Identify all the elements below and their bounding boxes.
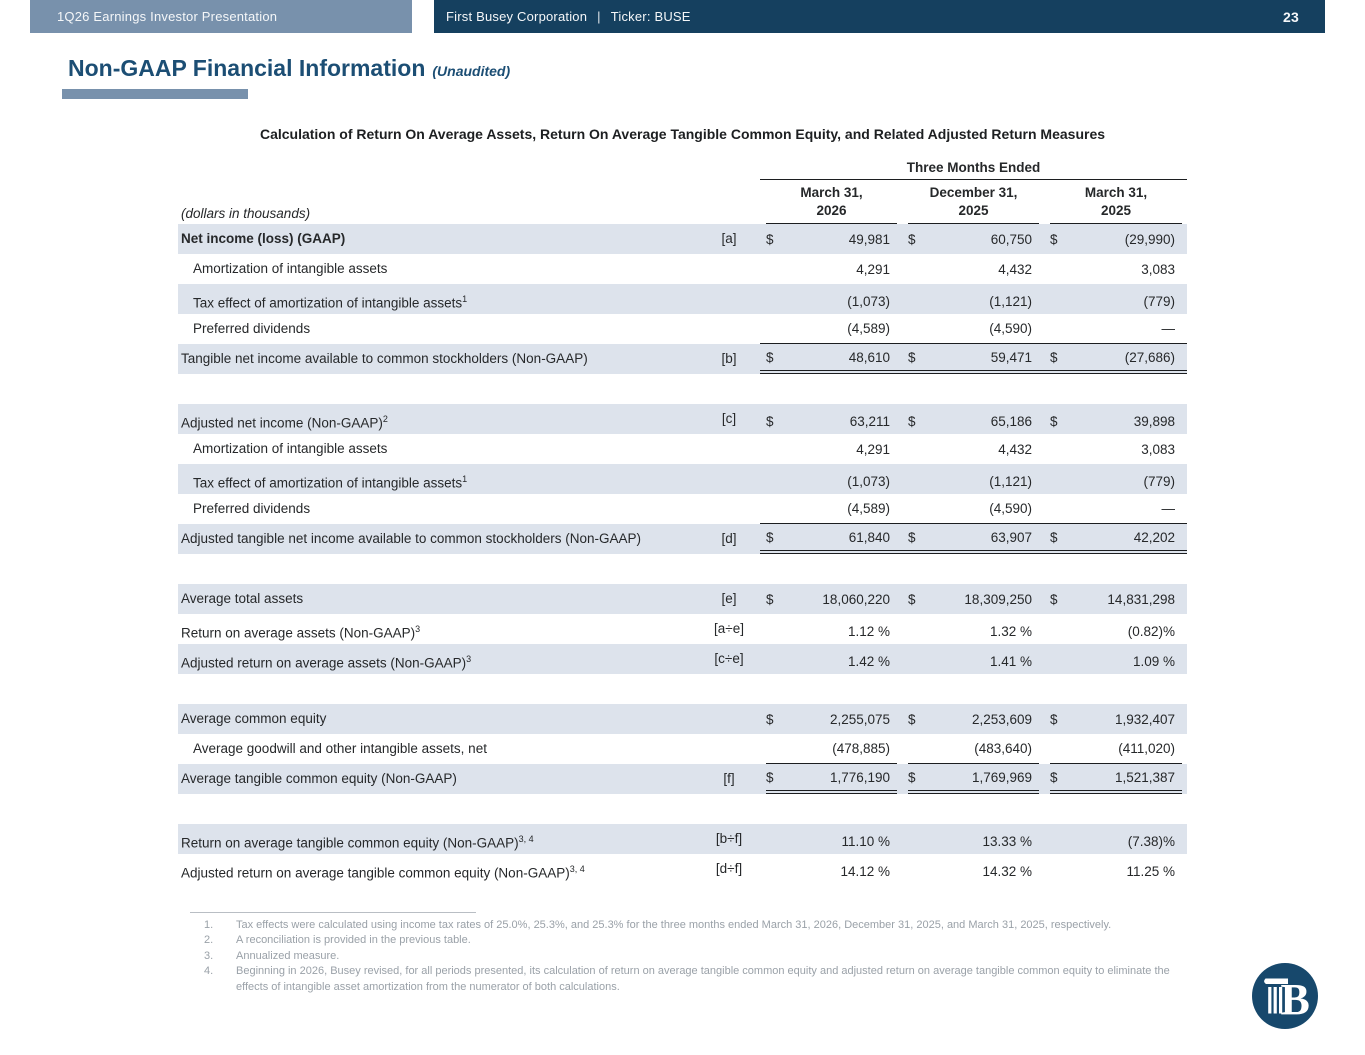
value-cell-content	[908, 314, 1039, 343]
row-ref	[698, 704, 760, 734]
row-ref: [d÷f]	[715, 861, 743, 877]
currency-symbol: $	[766, 349, 774, 365]
value-cell-content	[908, 344, 1039, 370]
value-cell	[1044, 584, 1187, 614]
table-row	[178, 704, 1187, 734]
currency-symbol: $	[1050, 591, 1058, 607]
currency-symbol: $	[908, 711, 916, 727]
value-cell	[760, 314, 902, 344]
currency-symbol: $	[1050, 231, 1058, 247]
row-label-text: Average total assets	[181, 591, 304, 607]
row-label	[178, 344, 698, 374]
company-header-bar	[434, 0, 1325, 33]
footnotes	[190, 912, 1185, 995]
value-cell-content	[1050, 314, 1182, 343]
row-label-text: Average goodwill and other intangible assets, net	[193, 741, 487, 757]
footnote-number: 2.	[204, 934, 214, 947]
row-ref	[698, 314, 760, 344]
table-row	[178, 254, 1187, 284]
footnote-text: Beginning in 2026, Busey revised, for all periods presented, its calculation of return on average tangible common equity and adjusted return on average tangible common equity to eliminate the effects of intangible asset amortization from the numerator of both calculations.	[236, 965, 1170, 993]
row-label-text: Preferred dividends	[193, 501, 311, 517]
table-row	[178, 644, 1187, 674]
value-cell	[760, 734, 902, 764]
value-cell	[1044, 764, 1187, 794]
financial-table	[178, 160, 1187, 884]
value-cell-content	[766, 434, 897, 464]
cell-value: 11.25 %	[1126, 863, 1175, 879]
currency-symbol: $	[766, 413, 774, 429]
cell-value: (1,121)	[989, 293, 1032, 309]
value-cell-content	[908, 764, 1039, 794]
row-ref: [e]	[721, 591, 737, 607]
row-label-text: Net income (loss) (GAAP)	[181, 231, 346, 247]
currency-symbol: $	[1050, 711, 1058, 727]
value-cell	[902, 314, 1044, 344]
row-ref	[698, 494, 760, 524]
row-label	[178, 314, 698, 344]
value-cell-content	[908, 854, 1039, 889]
value-cell	[902, 524, 1044, 554]
row-label-text: Average tangible common equity (Non-GAAP)	[181, 771, 457, 787]
value-cell	[1044, 494, 1187, 524]
page-title-text: Non-GAAP Financial Information	[68, 55, 426, 81]
value-cell-content	[766, 344, 897, 370]
cell-value: 39,898	[1133, 413, 1175, 429]
footnote-marker: 1	[462, 474, 468, 485]
column-header-year: 2025	[958, 202, 989, 218]
row-ref: [c]	[721, 411, 737, 427]
footnote-text: A reconciliation is provided in the previous table.	[236, 934, 471, 947]
column-header-2	[902, 184, 1044, 224]
value-cell-content	[766, 524, 897, 550]
value-cell-content	[1050, 224, 1182, 254]
cell-value: 60,750	[990, 231, 1032, 247]
value-cell	[902, 254, 1044, 284]
table-body	[178, 224, 1187, 884]
value-cell-content	[908, 644, 1039, 679]
value-cell	[760, 704, 902, 734]
value-cell-content	[766, 734, 897, 764]
value-cell-content	[1050, 434, 1182, 464]
column-header-3	[1044, 184, 1187, 224]
row-label-text: Adjusted return on average tangible common equity (Non-GAAP)	[181, 865, 570, 881]
row-label-text: Tax effect of amortization of intangible assets	[193, 295, 463, 311]
presentation-title: 1Q26 Earnings Investor Presentation	[57, 9, 278, 24]
title-accent-bar	[62, 89, 248, 99]
presentation-title-bar	[30, 0, 412, 33]
page-number: 23	[1283, 8, 1299, 25]
cell-value: 1.41 %	[989, 653, 1032, 669]
column-header-1	[760, 184, 902, 224]
value-cell	[1044, 644, 1187, 679]
column-header-year: 2025	[1100, 202, 1132, 218]
value-cell-content	[908, 734, 1039, 764]
value-cell	[1044, 314, 1187, 344]
cell-value: (1,073)	[847, 293, 890, 309]
row-ref: [a]	[721, 231, 737, 247]
value-cell-content	[1050, 584, 1182, 614]
cell-value: 3,083	[1141, 441, 1175, 457]
cell-value: 4,291	[856, 261, 890, 277]
row-ref: [d]	[721, 531, 737, 547]
footnote-text: Tax effects were calculated using income tax rates of 25.0%, 25.3%, and 25.3% for the three months ended March 31, 2026, December 31, 2025, and March 31, 2025, respectively.	[236, 919, 1112, 931]
value-cell-content	[1050, 344, 1182, 370]
value-cell-content	[766, 224, 897, 254]
cell-value: 4,432	[998, 261, 1032, 277]
table-row	[178, 284, 1187, 314]
value-cell	[760, 224, 902, 254]
value-cell	[760, 254, 902, 284]
cell-value: 1,769,969	[971, 769, 1032, 785]
row-label	[178, 584, 698, 614]
cell-value: 4,432	[998, 441, 1032, 457]
separator: |	[597, 9, 601, 24]
cell-value: 4,291	[856, 441, 890, 457]
footnote-marker: 3, 4	[518, 834, 534, 845]
cell-value: (0.82)%	[1127, 623, 1175, 639]
table-row	[178, 344, 1187, 374]
table-row	[178, 494, 1187, 524]
section-gap	[178, 794, 1187, 824]
currency-symbol: $	[908, 769, 916, 785]
row-ref	[698, 434, 760, 464]
row-ref	[698, 734, 760, 764]
row-label-text: Average common equity	[181, 711, 327, 727]
unaudited-qualifier: (Unaudited)	[432, 63, 511, 79]
value-cell	[902, 764, 1044, 794]
row-label-text: Tax effect of amortization of intangible assets	[193, 475, 463, 491]
row-label	[178, 644, 698, 679]
table-row	[178, 614, 1187, 644]
cell-value: 59,471	[990, 349, 1032, 365]
cell-value: 14,831,298	[1107, 591, 1175, 607]
value-cell	[902, 854, 1044, 889]
value-cell	[760, 644, 902, 679]
currency-symbol: $	[766, 769, 774, 785]
value-cell	[760, 434, 902, 464]
table-row	[178, 584, 1187, 614]
value-cell	[1044, 254, 1187, 284]
row-ref: [c÷e]	[714, 651, 744, 667]
footnote	[190, 933, 1185, 948]
cell-value: (1,121)	[989, 473, 1032, 489]
value-cell	[902, 494, 1044, 524]
currency-symbol: $	[766, 231, 774, 247]
cell-value: 18,060,220	[822, 591, 890, 607]
value-cell	[902, 734, 1044, 764]
cell-value: (779)	[1143, 293, 1175, 309]
footnote	[190, 918, 1185, 933]
cell-value: 2,253,609	[971, 711, 1032, 727]
currency-symbol: $	[766, 711, 774, 727]
value-cell-content	[1050, 854, 1182, 889]
table-row	[178, 524, 1187, 554]
row-ref: [b÷f]	[715, 831, 743, 847]
value-cell	[902, 434, 1044, 464]
value-cell-content	[1050, 524, 1182, 550]
row-label	[178, 434, 698, 464]
section-gap	[178, 374, 1187, 404]
ref-column-spacer	[698, 184, 760, 224]
cell-value: 61,840	[848, 529, 890, 545]
cell-value: 63,907	[990, 529, 1032, 545]
cell-value: (29,990)	[1124, 231, 1175, 247]
cell-value: (779)	[1143, 473, 1175, 489]
row-label-text: Amortization of intangible assets	[193, 441, 388, 457]
row-label	[178, 224, 698, 254]
value-cell-content	[1050, 704, 1182, 734]
footnote-marker: 2	[382, 414, 388, 425]
currency-symbol: $	[908, 413, 916, 429]
cell-value: 42,202	[1133, 529, 1175, 545]
cell-value: 18,309,250	[964, 591, 1032, 607]
cell-value: 1.32 %	[989, 623, 1032, 639]
value-cell-content	[766, 494, 897, 523]
cell-value: (4,590)	[989, 501, 1032, 517]
cell-value: (27,686)	[1124, 349, 1175, 365]
column-group-header: Three Months Ended	[760, 160, 1187, 180]
value-cell-content	[908, 254, 1039, 284]
cell-value: 1.12 %	[847, 623, 890, 639]
currency-symbol: $	[766, 529, 774, 545]
currency-symbol: $	[908, 349, 916, 365]
value-cell-content	[766, 254, 897, 284]
svg-text:B: B	[1280, 975, 1310, 1024]
value-cell-content	[766, 584, 897, 614]
footnote-marker: 3	[466, 654, 472, 665]
table-row	[178, 404, 1187, 434]
footnote-number: 4.	[204, 965, 214, 978]
page-title	[68, 55, 510, 82]
table-row	[178, 224, 1187, 254]
row-label	[178, 854, 698, 889]
value-cell	[1044, 854, 1187, 889]
currency-symbol: $	[1050, 349, 1058, 365]
currency-symbol: $	[908, 591, 916, 607]
column-header-date: December 31,	[929, 185, 1018, 200]
cell-value: 48,610	[848, 349, 890, 365]
cell-value: 3,083	[1141, 261, 1175, 277]
value-cell-content	[1050, 254, 1182, 284]
cell-value: (478,885)	[832, 741, 890, 757]
row-ref: [b]	[721, 351, 737, 367]
unit-note: (dollars in thousands)	[181, 206, 311, 222]
value-cell-content	[908, 524, 1039, 550]
company-name: First Busey Corporation	[446, 9, 588, 24]
value-cell	[760, 854, 902, 889]
row-label-text: Return on average assets (Non-GAAP)	[181, 625, 416, 641]
cell-value: —	[1161, 321, 1175, 337]
cell-value: 1.42 %	[847, 653, 890, 669]
currency-symbol: $	[766, 591, 774, 607]
footnote	[190, 949, 1185, 964]
cell-value: (411,020)	[1118, 741, 1175, 757]
value-cell-content	[766, 314, 897, 343]
cell-value: 49,981	[848, 231, 890, 247]
cell-value: (483,640)	[974, 741, 1032, 757]
value-cell	[760, 764, 902, 794]
value-cell	[902, 704, 1044, 734]
value-cell-content	[766, 764, 897, 794]
value-cell	[902, 584, 1044, 614]
cell-value: 14.32 %	[982, 863, 1032, 879]
column-header-date: March 31,	[1084, 185, 1148, 200]
value-cell	[760, 584, 902, 614]
row-label	[178, 734, 698, 764]
row-ref: [f]	[723, 771, 735, 787]
footnote-list	[190, 918, 1185, 995]
cell-value: —	[1161, 501, 1175, 517]
value-cell-content	[908, 494, 1039, 523]
footnote-divider	[190, 912, 476, 913]
value-cell-content	[1050, 764, 1182, 794]
cell-value: 65,186	[990, 413, 1032, 429]
value-cell	[1044, 734, 1187, 764]
value-cell	[1044, 524, 1187, 554]
cell-value: (4,590)	[989, 321, 1032, 337]
table-title: Calculation of Return On Average Assets, Return On Average Tangible Common Equity, and Related Adjusted Return Measures	[259, 126, 1106, 142]
row-label-text: Adjusted tangible net income available to common stockholders (Non-GAAP)	[181, 531, 641, 547]
value-cell-content	[766, 854, 897, 889]
row-ref: [a÷e]	[714, 621, 744, 637]
row-label-text: Return on average tangible common equity (Non-GAAP)	[181, 835, 519, 851]
table-row	[178, 464, 1187, 494]
cell-value: (4,589)	[847, 501, 890, 517]
value-cell	[902, 344, 1044, 374]
value-cell	[760, 524, 902, 554]
footnote-marker: 3	[415, 624, 421, 635]
busey-logo-icon	[1252, 963, 1318, 1029]
currency-symbol: $	[908, 231, 916, 247]
value-cell-content	[1050, 644, 1182, 679]
footnote	[190, 964, 1185, 995]
value-cell	[902, 644, 1044, 679]
cell-value: 63,211	[849, 413, 890, 429]
row-label-text: Adjusted net income (Non-GAAP)	[181, 415, 383, 431]
currency-symbol: $	[1050, 413, 1058, 429]
section-gap	[178, 554, 1187, 584]
footnote-marker: 1	[462, 294, 468, 305]
cell-value: 14.12 %	[840, 863, 890, 879]
row-ref	[698, 254, 760, 284]
table-row	[178, 824, 1187, 854]
cell-value: (7.38)%	[1127, 833, 1175, 849]
row-label	[178, 764, 698, 794]
footnote-marker: 3, 4	[569, 864, 585, 875]
cell-value: 1,521,387	[1114, 769, 1175, 785]
table-row	[178, 434, 1187, 464]
row-label	[178, 494, 698, 524]
row-label	[178, 524, 698, 554]
currency-symbol: $	[1050, 529, 1058, 545]
value-cell	[760, 344, 902, 374]
cell-value: 11.10 %	[841, 833, 890, 849]
column-header-row	[178, 184, 1187, 224]
footnote-text: Annualized measure.	[236, 949, 340, 962]
cell-value: 1.09 %	[1132, 653, 1175, 669]
cell-value: 13.33 %	[982, 833, 1032, 849]
value-cell-content	[1050, 734, 1182, 764]
value-cell-content	[1050, 494, 1182, 523]
table-row	[178, 764, 1187, 794]
value-cell-content	[908, 704, 1039, 734]
row-label	[178, 254, 698, 284]
table-row	[178, 314, 1187, 344]
currency-symbol: $	[1050, 769, 1058, 785]
currency-symbol: $	[908, 529, 916, 545]
value-cell	[902, 224, 1044, 254]
value-cell	[1044, 704, 1187, 734]
row-label-text: Amortization of intangible assets	[193, 261, 388, 277]
cell-value: 1,932,407	[1114, 711, 1175, 727]
value-cell	[1044, 434, 1187, 464]
row-label-text: Tangible net income available to common stockholders (Non-GAAP)	[181, 351, 588, 367]
value-cell	[760, 494, 902, 524]
cell-value: 2,255,075	[829, 711, 890, 727]
column-header-date: March 31,	[800, 185, 863, 200]
column-header-year: 2026	[816, 202, 847, 218]
table-row	[178, 734, 1187, 764]
cell-value: (1,073)	[847, 473, 890, 489]
value-cell	[1044, 224, 1187, 254]
value-cell-content	[766, 704, 897, 734]
row-label	[178, 704, 698, 734]
footnote-number: 3.	[204, 949, 214, 962]
section-gap	[178, 674, 1187, 704]
ticker-label: Ticker: BUSE	[610, 9, 691, 24]
value-cell-content	[766, 644, 897, 679]
value-cell	[1044, 344, 1187, 374]
value-cell-content	[908, 584, 1039, 614]
cell-value: 1,776,190	[829, 769, 890, 785]
footnote-number: 1.	[204, 919, 214, 931]
value-cell-content	[908, 434, 1039, 464]
table-row	[178, 854, 1187, 884]
cell-value: (4,589)	[847, 321, 890, 337]
row-label-text: Adjusted return on average assets (Non-GAAP)	[181, 655, 467, 671]
row-label-text: Preferred dividends	[193, 321, 311, 337]
value-cell-content	[908, 224, 1039, 254]
